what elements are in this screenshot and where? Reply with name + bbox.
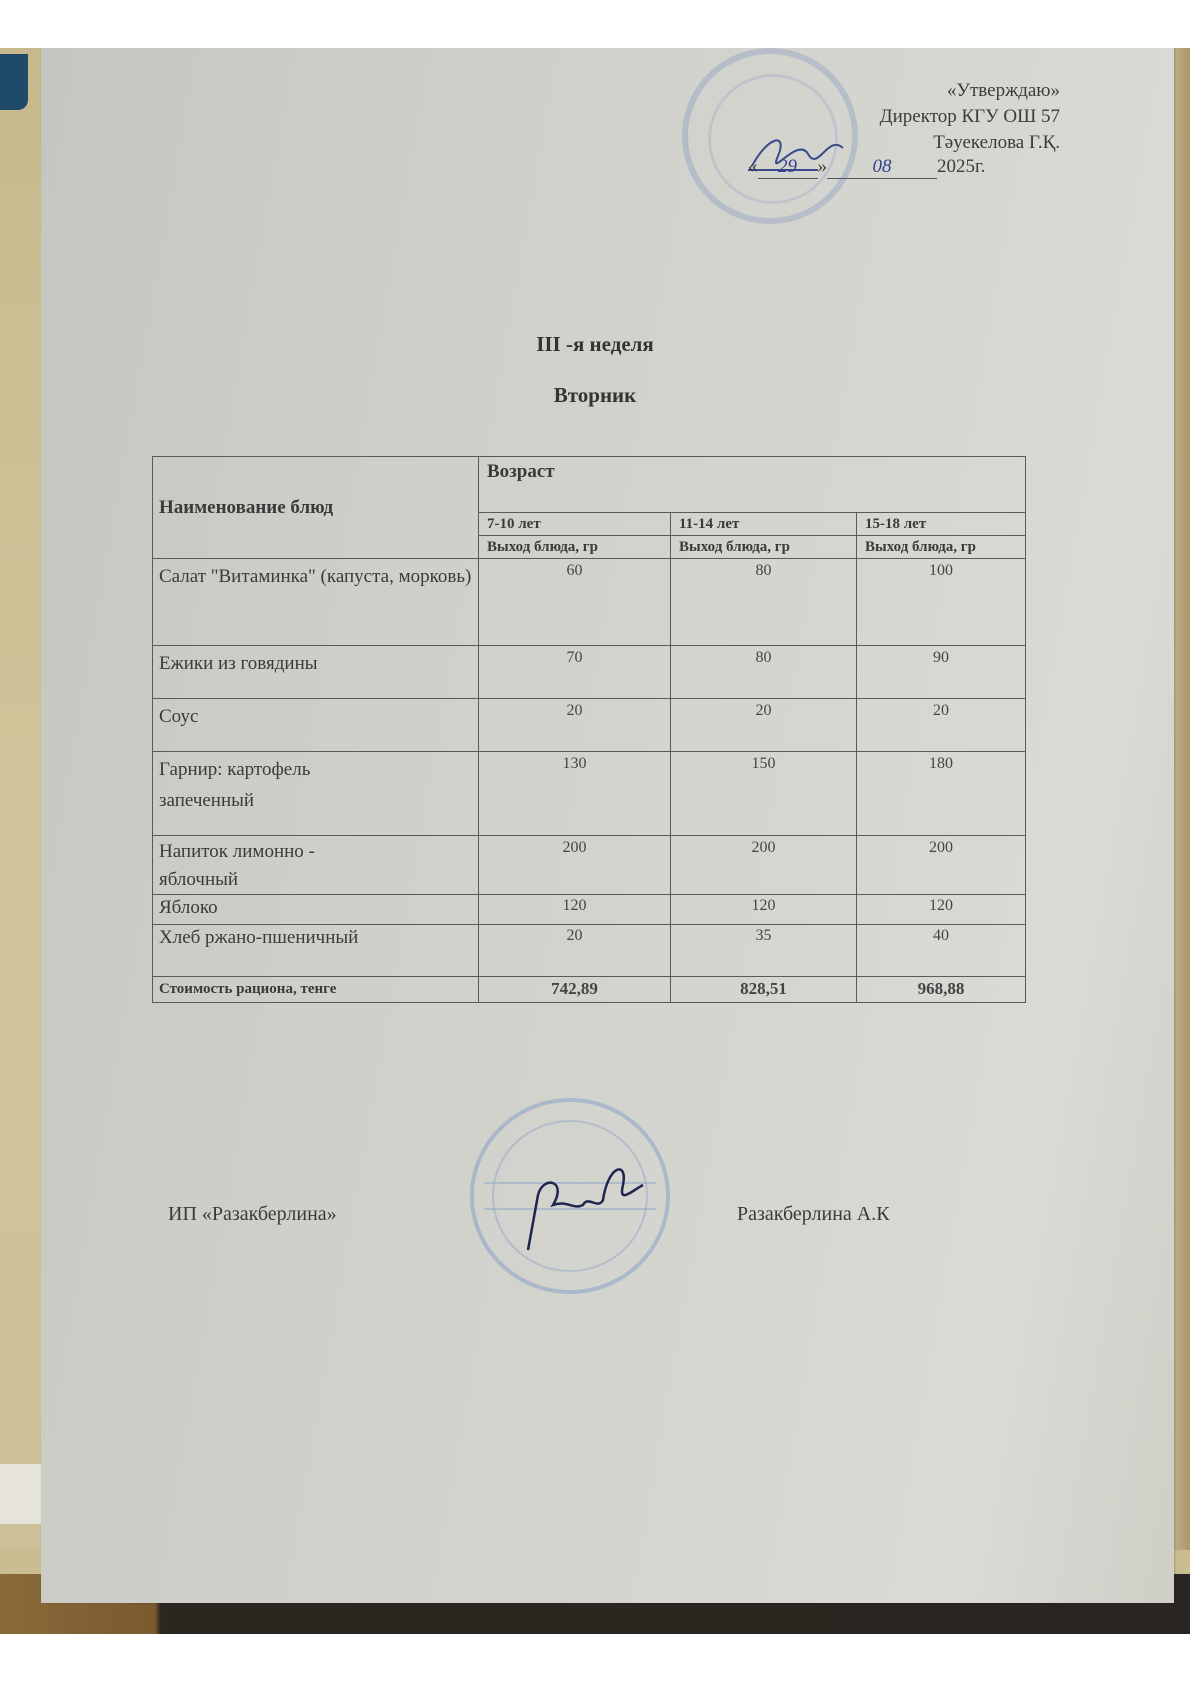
light-strip <box>0 1464 45 1524</box>
yield-7-10: 20 <box>479 699 671 752</box>
yield-7-10: 200 <box>479 836 671 895</box>
supplier-signatory: Разакберлина А.К <box>737 1203 890 1225</box>
header-yield-11-14: Выход блюда, гр <box>671 536 857 559</box>
approval-date <box>748 156 985 179</box>
date-day: 29 <box>758 156 818 179</box>
yield-7-10: 130 <box>479 752 671 836</box>
yield-11-14: 80 <box>671 646 857 699</box>
yield-15-18: 90 <box>857 646 1026 699</box>
day-heading: Вторник <box>553 383 637 407</box>
week-heading: III -я неделя <box>536 332 654 356</box>
header-yield-7-10: Выход блюда, гр <box>479 536 671 559</box>
date-open-quote: « <box>748 156 758 177</box>
supplier-signature-icon <box>498 1155 648 1255</box>
approval-title: «Утверждаю» <box>947 80 1060 101</box>
header-age-7-10: 7-10 лет <box>479 513 671 536</box>
yield-15-18: 20 <box>857 699 1026 752</box>
date-month: 08 <box>827 156 937 179</box>
dish-name: Яблоко <box>153 895 479 925</box>
menu-table <box>152 456 1026 1003</box>
table-row <box>153 559 1026 646</box>
dish-name: Хлеб ржано-пшеничный <box>153 925 479 977</box>
yield-15-18: 120 <box>857 895 1026 925</box>
date-year: 2025г. <box>937 156 986 177</box>
header-age-11-14: 11-14 лет <box>671 513 857 536</box>
total-cost-7-10: 742,89 <box>479 977 671 1003</box>
yield-15-18: 200 <box>857 836 1026 895</box>
yield-11-14: 20 <box>671 699 857 752</box>
yield-11-14: 120 <box>671 895 857 925</box>
yield-7-10: 70 <box>479 646 671 699</box>
yield-15-18: 100 <box>857 559 1026 646</box>
dish-name: Напиток лимонно - яблочный <box>153 836 479 895</box>
yield-15-18: 40 <box>857 925 1026 977</box>
table-row <box>153 925 1026 977</box>
header-row-age <box>153 457 1026 513</box>
supplier-company: ИП «Разакберлина» <box>168 1203 337 1225</box>
yield-7-10: 20 <box>479 925 671 977</box>
yield-11-14: 200 <box>671 836 857 895</box>
date-close-quote: » <box>817 156 827 177</box>
table-row <box>153 646 1026 699</box>
blue-object <box>0 54 28 110</box>
total-cost-row <box>153 977 1026 1003</box>
total-cost-15-18: 968,88 <box>857 977 1026 1003</box>
dish-name: Соус <box>153 699 479 752</box>
header-age-15-18: 15-18 лет <box>857 513 1026 536</box>
yield-11-14: 35 <box>671 925 857 977</box>
approval-block <box>850 78 1060 156</box>
yield-11-14: 80 <box>671 559 857 646</box>
yield-7-10: 60 <box>479 559 671 646</box>
dish-name: Гарнир: картофель запеченный <box>153 752 479 836</box>
approval-position: Директор КГУ ОШ 57 <box>879 106 1060 127</box>
yield-7-10: 120 <box>479 895 671 925</box>
yield-15-18: 180 <box>857 752 1026 836</box>
table-row <box>153 752 1026 836</box>
total-cost-label: Стоимость рациона, тенге <box>153 977 479 1003</box>
total-cost-11-14: 828,51 <box>671 977 857 1003</box>
header-age: Возраст <box>479 457 1026 513</box>
approval-name: Тәуекелова Г.Қ. <box>933 132 1060 153</box>
table-row <box>153 699 1026 752</box>
yield-11-14: 150 <box>671 752 857 836</box>
header-yield-15-18: Выход блюда, гр <box>857 536 1026 559</box>
table-row <box>153 836 1026 895</box>
header-dish-name: Наименование блюд <box>153 457 479 559</box>
table-row <box>153 895 1026 925</box>
dish-name: Салат "Витаминка" (капуста, морковь) <box>153 559 479 646</box>
wood-surface-left <box>0 48 45 1588</box>
dish-name: Ежики из говядины <box>153 646 479 699</box>
